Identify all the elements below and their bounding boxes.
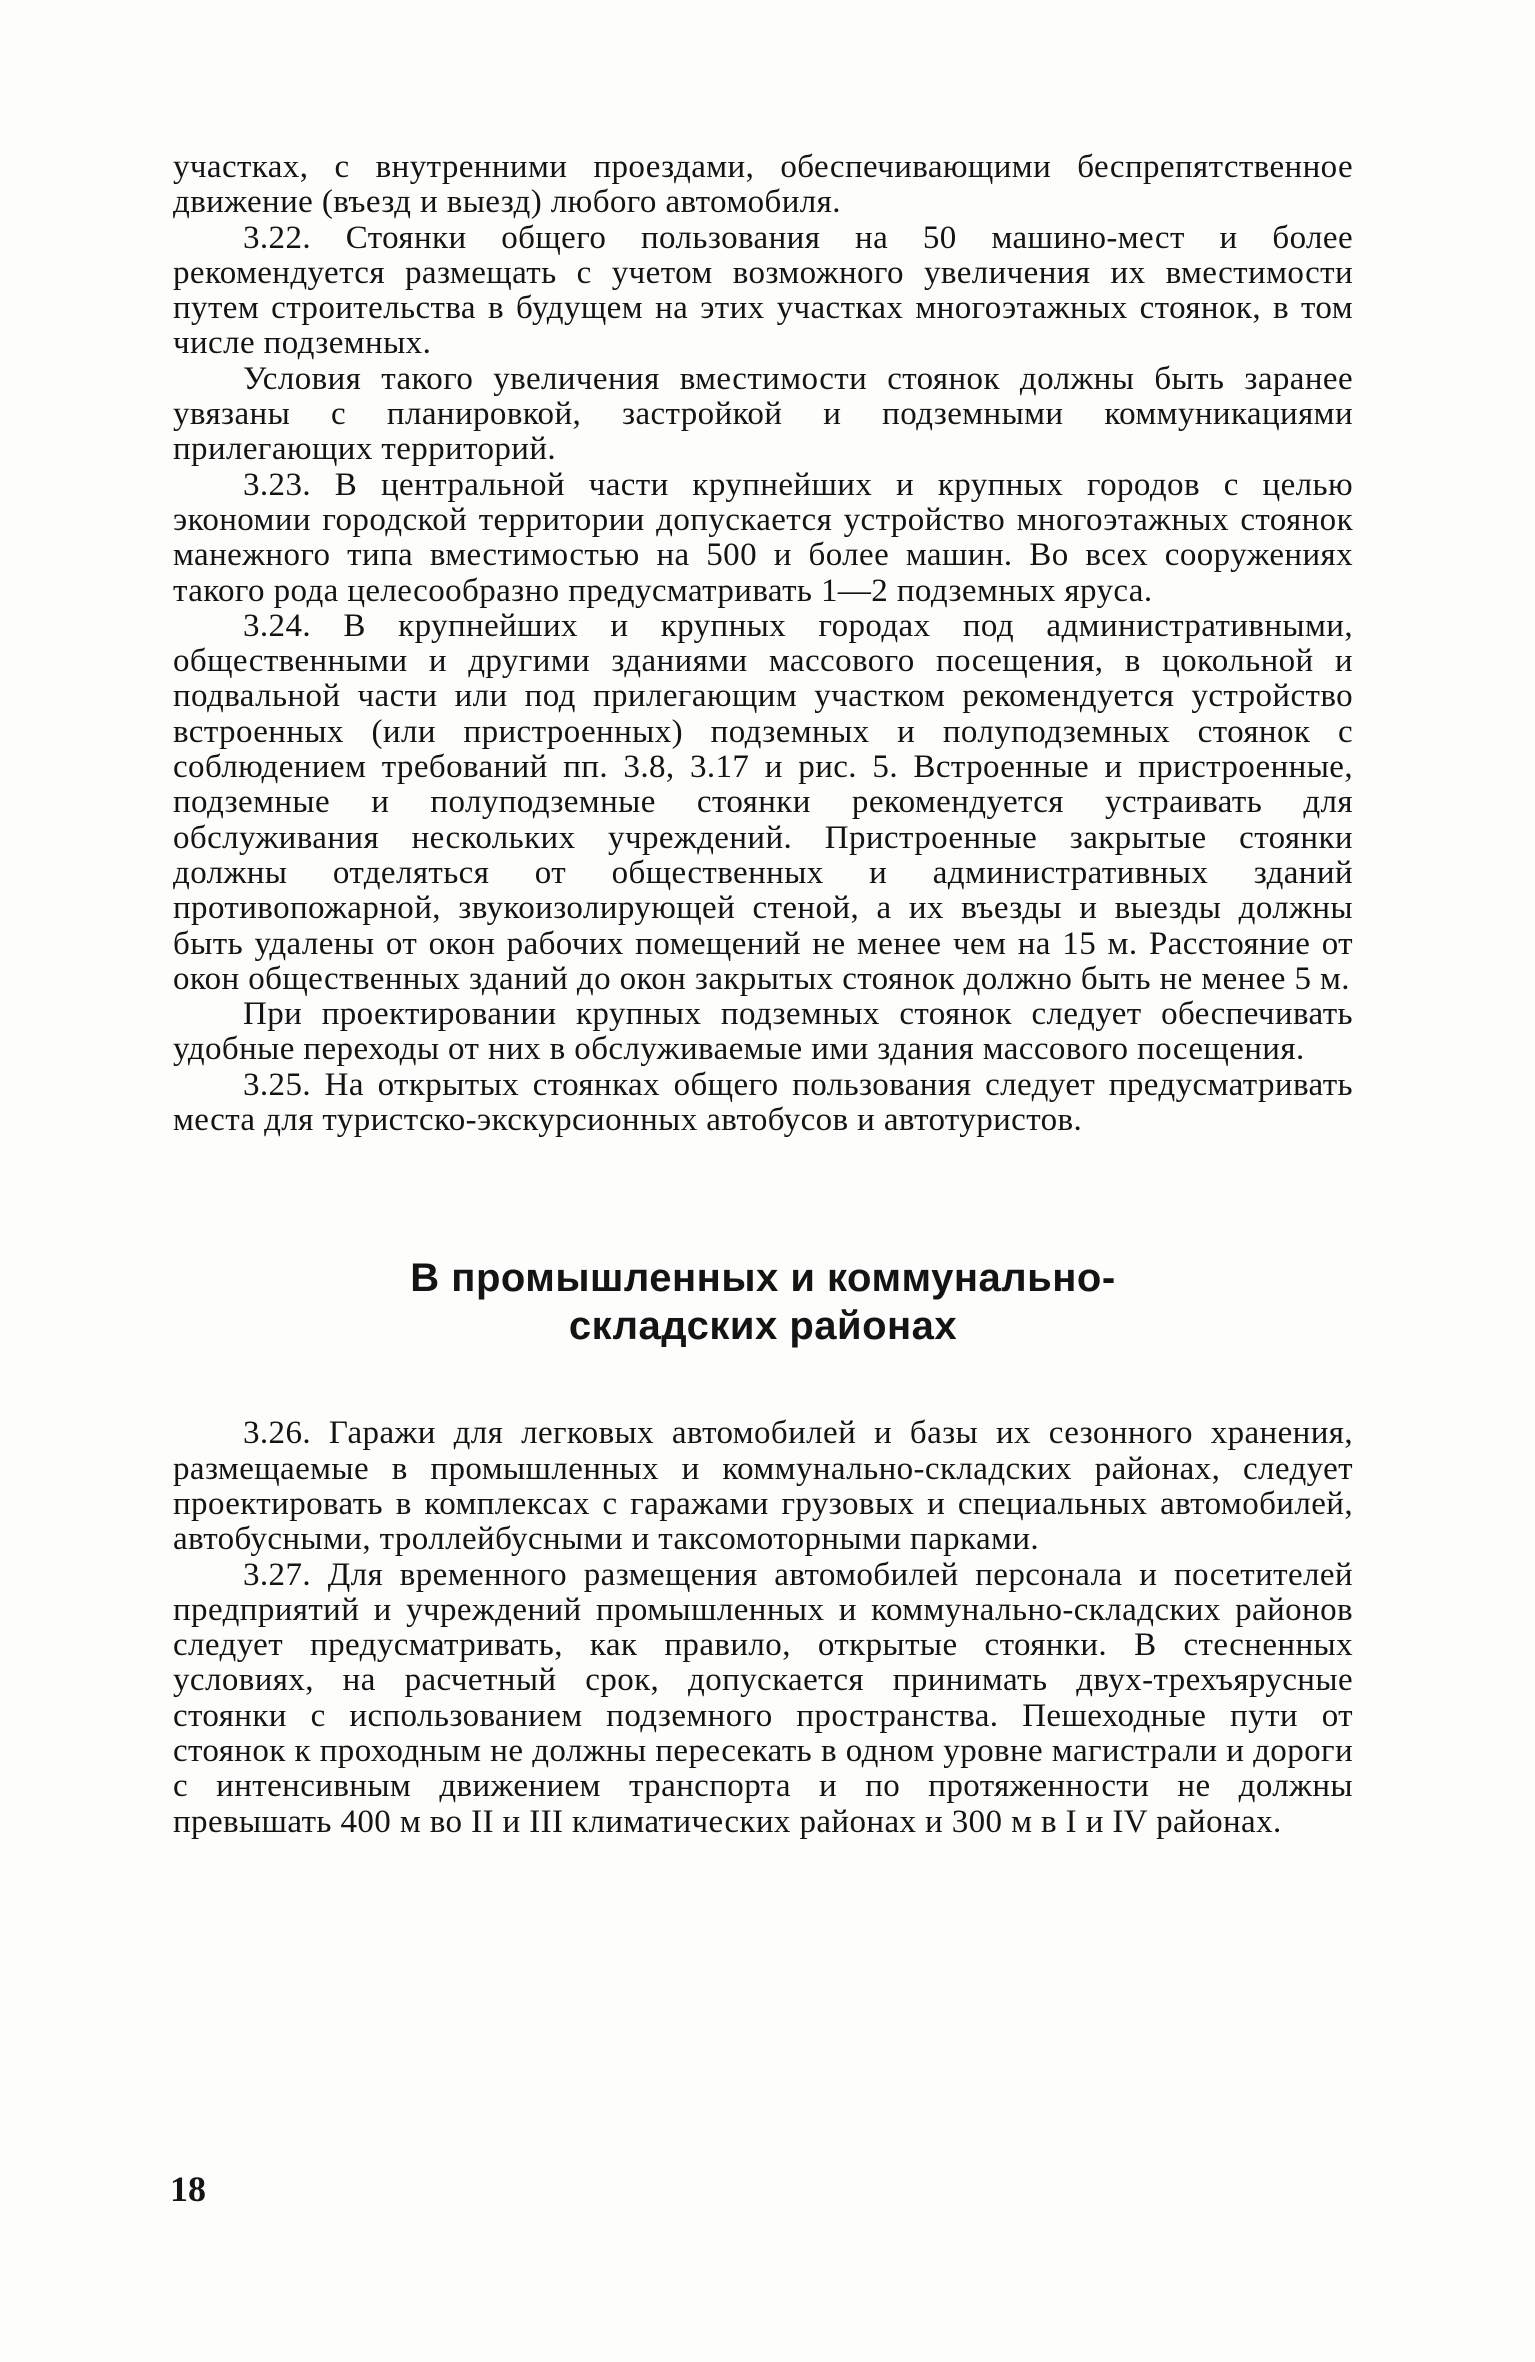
- paragraph-3-27: 3.27. Для временного размещения автомобилей персонала и посетителей предприятий и учреждений промышленных и коммунально-складских районов следует предусматривать, как правило, открытые стоянки. В стесненных условиях, на расчетный срок, допускается принимать двух-трехъярусные стоянки с использованием подземного пространства. Пешеходные пути от стоянок к проходным не должны пересекать в одном уровне магистрали и дороги с интенсивным движением транспорта и по протяженности не должны превышать 400 м во II и III климатических районах и 300 м в I и IV районах.: [173, 1556, 1353, 1840]
- section-heading-line-1: В промышленных и коммунально-: [410, 1256, 1116, 1301]
- text-column: [173, 150, 1353, 1840]
- paragraph-3-23: 3.23. В центральной части крупнейших и крупных городов с целью экономии городской территории допускается устройство многоэтажных стоянок манежного типа вместимостью на 500 и более машин. Во всех сооружениях такого рода целесообразно предусматривать 1—2 подземных яруса.: [173, 466, 1353, 609]
- paragraph-3-26: 3.26. Гаражи для легковых автомобилей и базы их сезонного хранения, размещаемые в промышленных и коммунально-складских районах, следует проектировать в комплексах с гаражами грузовых и специальных автомобилей, автобусными, троллейбусными и таксомоторными парками.: [173, 1415, 1353, 1558]
- spacer: [173, 1350, 1353, 1416]
- page-number: 18: [170, 2169, 206, 2209]
- paragraph-capacity-conditions: Условия такого увеличения вместимости стоянок должны быть заранее увязаны с планировкой, застройкой и подземными коммуникациями прилегающих территорий.: [173, 360, 1353, 468]
- spacer: [173, 1138, 1353, 1254]
- section-heading: [173, 1254, 1353, 1350]
- section-heading-line-2: складских районах: [568, 1304, 958, 1349]
- paragraph-3-25: 3.25. На открытых стоянках общего пользования следует предусматривать места для туристско-экскурсионных автобусов и автотуристов.: [173, 1066, 1353, 1139]
- paragraph-underground-design: При проектировании крупных подземных стоянок следует обеспечивать удобные переходы от них в обслуживаемые ими здания массового посещения.: [173, 996, 1353, 1068]
- paragraph-3-24: 3.24. В крупнейших и крупных городах под административными, общественными и другими зданиями массового посещения, в цокольной и подвальной части или под прилегающим участком рекомендуется устройство встроенных (или пристроенных) подземных и полуподземных стоянок с соблюдением требований пп. 3.8, 3.17 и рис. 5. Встроенные и пристроенные, подземные и полуподземные стоянки рекомендуется устраивать для обслуживания нескольких учреждений. Пристроенные закрытые стоянки должны отделяться от общественных и административных зданий противопожарной, звукоизолирующей стеной, а их въезды и выезды должны быть удалены от окон рабочих помещений не менее чем на 15 м. Расстояние от окон общественных зданий до окон закрытых стоянок должно быть не менее 5 м.: [173, 607, 1353, 997]
- paragraph-continuation: участках, с внутренними проездами, обеспечивающими беспрепятственное движение (въезд и выезд) любого автомобиля.: [173, 149, 1353, 221]
- paragraph-3-22: 3.22. Стоянки общего пользования на 50 машино-мест и более рекомендуется размещать с учетом возможного увеличения их вместимости путем строительства в будущем на этих участках многоэтажных стоянок, в том числе подземных.: [173, 219, 1353, 362]
